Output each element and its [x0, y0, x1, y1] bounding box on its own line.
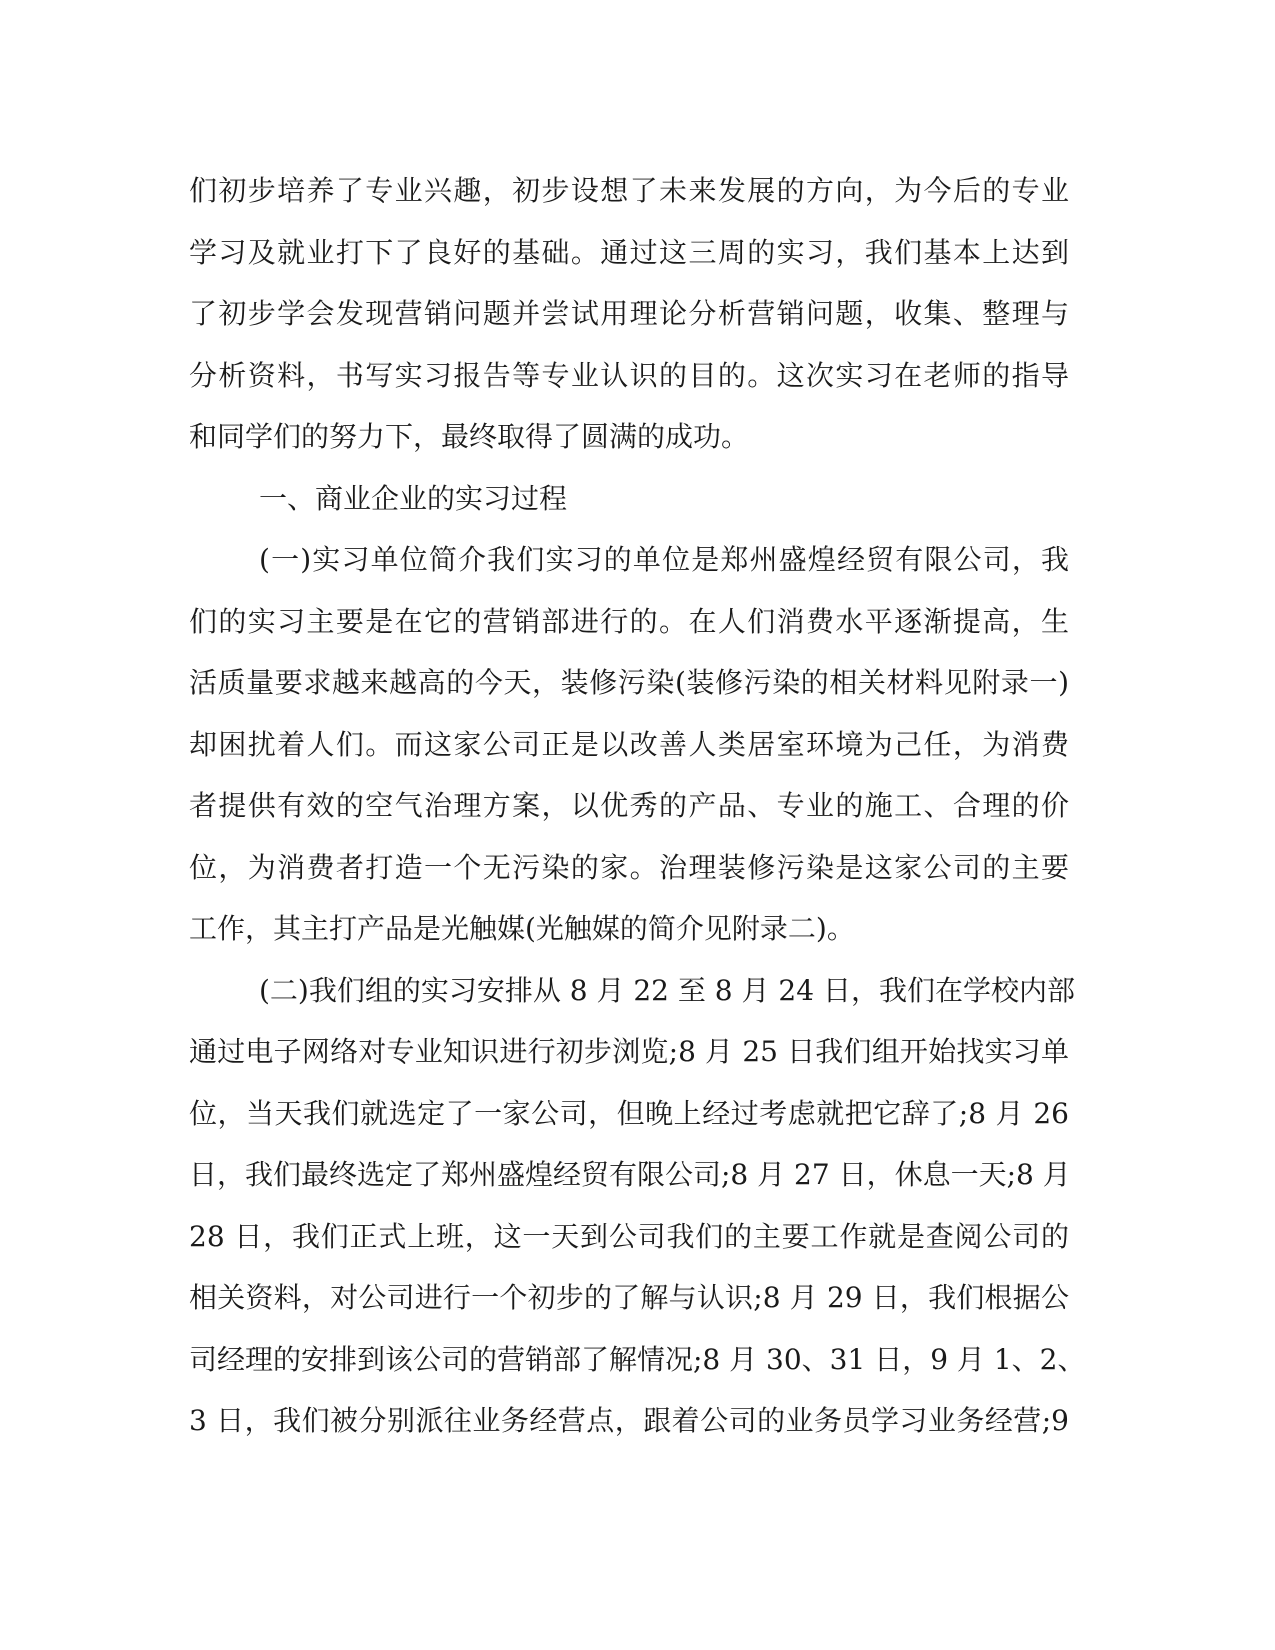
text-line: 们的实习主要是在它的营销部进行的。在人们消费水平逐渐提高，生 [189, 604, 1069, 638]
text-line: 了初步学会发现营销问题并尝试用理论分析营销问题，收集、整理与 [189, 297, 1069, 330]
text-line: (二)我们组的实习安排从 8 月 22 至 8 月 24 日，我们在学校内部 [259, 973, 1075, 1007]
text-line: 分析资料，书写实习报告等专业认识的目的。这次实习在老师的指导 [189, 358, 1069, 392]
text-line: 活质量要求越来越高的今天，装修污染(装修污染的相关材料见附录一) [189, 666, 1069, 699]
text-line: 日，我们最终选定了郑州盛煌经贸有限公司;8 月 27 日，休息一天;8 月 [189, 1158, 1071, 1191]
text-line: 相关资料，对公司进行一个初步的了解与认识;8 月 29 日，我们根据公 [189, 1281, 1069, 1314]
text-line: 们初步培养了专业兴趣，初步设想了未来发展的方向，为今后的专业 [189, 174, 1069, 207]
body-text [189, 160, 1086, 1452]
text-line: (一)实习单位简介我们实习的单位是郑州盛煌经贸有限公司，我 [259, 543, 1069, 576]
text-line: 通过电子网络对专业知识进行初步浏览;8 月 25 日我们组开始找实习单 [189, 1035, 1069, 1068]
text-line: 位，当天我们就选定了一家公司，但晚上经过考虑就把它辞了;8 月 26 [189, 1096, 1069, 1130]
text-line: 28 日，我们正式上班，这一天到公司我们的主要工作就是查阅公司的 [189, 1219, 1069, 1253]
text-line: 却困扰着人们。而这家公司正是以改善人类居室环境为己任，为消费 [189, 727, 1069, 761]
text-line: 者提供有效的空气治理方案，以优秀的产品、专业的施工、合理的价 [189, 789, 1069, 822]
text-line: 位，为消费者打造一个无污染的家。治理装修污染是这家公司的主要 [189, 850, 1069, 884]
text-line: 司经理的安排到该公司的营销部了解情况;8 月 30、31 日，9 月 1、2、 [189, 1342, 1086, 1376]
text-line: 学习及就业打下了良好的基础。通过这三周的实习，我们基本上达到 [189, 235, 1069, 269]
text-line: 3 日，我们被分别派往业务经营点，跟着公司的业务员学习业务经营;9 [189, 1404, 1069, 1437]
section-heading: 一、商业企业的实习过程 [259, 481, 568, 515]
text-line: 和同学们的努力下，最终取得了圆满的成功。 [189, 420, 750, 453]
text-line: 工作，其主打产品是光触媒(光触媒的简介见附录二)。 [189, 912, 855, 945]
